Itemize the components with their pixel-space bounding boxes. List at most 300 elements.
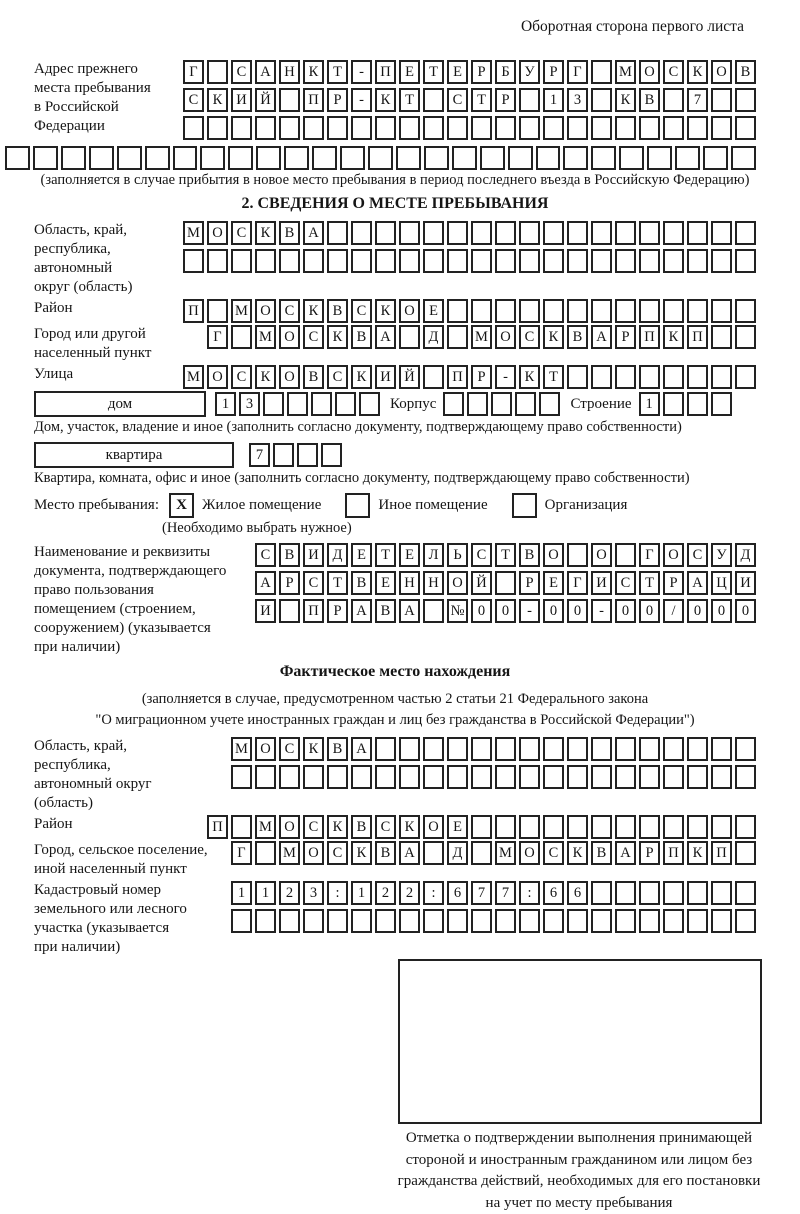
char-cell[interactable] (423, 841, 444, 865)
char-cell[interactable]: Т (639, 571, 660, 595)
char-cell[interactable] (495, 571, 516, 595)
char-cell[interactable] (312, 146, 337, 170)
char-cell[interactable]: Р (543, 60, 564, 84)
char-cell[interactable] (359, 392, 380, 416)
char-cell[interactable] (567, 815, 588, 839)
char-cell[interactable] (663, 909, 684, 933)
char-cell[interactable] (207, 60, 228, 84)
char-cell[interactable]: Й (255, 88, 276, 112)
char-cell[interactable] (327, 116, 348, 140)
char-cell[interactable] (543, 221, 564, 245)
char-cell[interactable] (639, 365, 660, 389)
char-cell[interactable] (687, 221, 708, 245)
char-cell[interactable]: 1 (543, 88, 564, 112)
char-cell[interactable] (279, 249, 300, 273)
char-cell[interactable] (61, 146, 86, 170)
char-cell[interactable] (443, 392, 464, 416)
char-cell[interactable]: Р (519, 571, 540, 595)
char-cell[interactable] (711, 815, 732, 839)
char-cell[interactable] (495, 221, 516, 245)
char-cell[interactable]: М (231, 737, 252, 761)
char-cell[interactable] (471, 841, 492, 865)
char-cell[interactable] (663, 88, 684, 112)
char-cell[interactable] (687, 299, 708, 323)
char-cell[interactable]: М (471, 325, 492, 349)
char-cell[interactable] (711, 881, 732, 905)
char-cell[interactable] (423, 765, 444, 789)
char-cell[interactable]: К (567, 841, 588, 865)
char-cell[interactable] (663, 249, 684, 273)
char-cell[interactable]: А (255, 60, 276, 84)
char-cell[interactable]: С (327, 365, 348, 389)
char-cell[interactable]: 1 (215, 392, 236, 416)
char-cell[interactable]: О (663, 543, 684, 567)
char-cell[interactable] (396, 146, 421, 170)
char-cell[interactable] (735, 325, 756, 349)
char-cell[interactable]: 1 (639, 392, 660, 416)
stamp-area[interactable] (398, 959, 762, 1124)
char-cell[interactable]: Е (375, 571, 396, 595)
char-cell[interactable] (543, 765, 564, 789)
char-cell[interactable]: О (495, 325, 516, 349)
char-cell[interactable] (263, 392, 284, 416)
char-cell[interactable] (639, 909, 660, 933)
char-cell[interactable]: Е (543, 571, 564, 595)
char-cell[interactable] (639, 765, 660, 789)
char-cell[interactable]: С (327, 841, 348, 865)
char-cell[interactable]: В (351, 571, 372, 595)
char-cell[interactable] (351, 116, 372, 140)
char-cell[interactable] (399, 325, 420, 349)
char-cell[interactable]: А (351, 737, 372, 761)
char-cell[interactable] (327, 909, 348, 933)
char-cell[interactable]: О (591, 543, 612, 567)
char-cell[interactable]: П (639, 325, 660, 349)
char-cell[interactable] (687, 765, 708, 789)
char-cell[interactable]: О (207, 221, 228, 245)
char-cell[interactable] (480, 146, 505, 170)
char-cell[interactable]: И (375, 365, 396, 389)
char-cell[interactable]: Г (231, 841, 252, 865)
char-cell[interactable]: П (183, 299, 204, 323)
char-cell[interactable]: 0 (639, 599, 660, 623)
char-cell[interactable]: 3 (239, 392, 260, 416)
char-cell[interactable]: 6 (543, 881, 564, 905)
char-cell[interactable] (399, 737, 420, 761)
char-cell[interactable] (495, 299, 516, 323)
char-cell[interactable]: А (255, 571, 276, 595)
char-cell[interactable] (543, 737, 564, 761)
char-cell[interactable] (5, 146, 30, 170)
char-cell[interactable]: О (279, 365, 300, 389)
char-cell[interactable]: О (279, 815, 300, 839)
char-cell[interactable]: Г (567, 60, 588, 84)
char-cell[interactable]: Т (327, 60, 348, 84)
char-cell[interactable] (207, 299, 228, 323)
char-cell[interactable] (519, 737, 540, 761)
char-cell[interactable]: В (303, 365, 324, 389)
char-cell[interactable]: К (327, 815, 348, 839)
char-cell[interactable] (675, 146, 700, 170)
char-cell[interactable] (447, 765, 468, 789)
char-cell[interactable]: М (279, 841, 300, 865)
char-cell[interactable] (711, 392, 732, 416)
char-cell[interactable] (703, 146, 728, 170)
char-cell[interactable] (231, 249, 252, 273)
char-cell[interactable]: Т (495, 543, 516, 567)
char-cell[interactable]: О (519, 841, 540, 865)
char-cell[interactable]: 6 (447, 881, 468, 905)
char-cell[interactable] (256, 146, 281, 170)
char-cell[interactable] (615, 881, 636, 905)
char-cell[interactable]: В (327, 737, 348, 761)
char-cell[interactable]: 1 (255, 881, 276, 905)
char-cell[interactable]: - (351, 60, 372, 84)
char-cell[interactable] (687, 116, 708, 140)
char-cell[interactable] (423, 365, 444, 389)
char-cell[interactable]: П (375, 60, 396, 84)
char-cell[interactable]: Д (423, 325, 444, 349)
char-cell[interactable] (515, 392, 536, 416)
char-cell[interactable] (231, 815, 252, 839)
char-cell[interactable]: - (519, 599, 540, 623)
char-cell[interactable]: О (255, 299, 276, 323)
char-cell[interactable]: К (375, 299, 396, 323)
char-cell[interactable]: Т (423, 60, 444, 84)
char-cell[interactable]: И (591, 571, 612, 595)
char-cell[interactable]: Д (447, 841, 468, 865)
char-cell[interactable]: А (351, 599, 372, 623)
char-cell[interactable]: Е (399, 543, 420, 567)
char-cell[interactable] (471, 765, 492, 789)
char-cell[interactable]: К (351, 841, 372, 865)
char-cell[interactable]: В (591, 841, 612, 865)
char-cell[interactable]: П (303, 599, 324, 623)
char-cell[interactable]: Т (327, 571, 348, 595)
char-cell[interactable] (279, 88, 300, 112)
char-cell[interactable] (447, 221, 468, 245)
char-cell[interactable] (228, 146, 253, 170)
char-cell[interactable] (615, 737, 636, 761)
char-cell[interactable] (255, 841, 276, 865)
char-cell[interactable]: 3 (303, 881, 324, 905)
char-cell[interactable]: С (447, 88, 468, 112)
char-cell[interactable]: П (303, 88, 324, 112)
char-cell[interactable] (231, 765, 252, 789)
char-cell[interactable] (327, 249, 348, 273)
char-cell[interactable]: : (423, 881, 444, 905)
char-cell[interactable] (735, 88, 756, 112)
char-cell[interactable]: Р (615, 325, 636, 349)
char-cell[interactable] (591, 765, 612, 789)
char-cell[interactable]: Р (495, 88, 516, 112)
char-cell[interactable]: С (615, 571, 636, 595)
char-cell[interactable]: О (543, 543, 564, 567)
char-cell[interactable] (687, 392, 708, 416)
char-cell[interactable] (33, 146, 58, 170)
char-cell[interactable]: 0 (543, 599, 564, 623)
char-cell[interactable] (423, 116, 444, 140)
char-cell[interactable] (591, 249, 612, 273)
char-cell[interactable] (351, 909, 372, 933)
char-cell[interactable]: О (207, 365, 228, 389)
char-cell[interactable] (687, 815, 708, 839)
char-cell[interactable] (567, 116, 588, 140)
char-cell[interactable] (543, 249, 564, 273)
char-cell[interactable] (711, 365, 732, 389)
char-cell[interactable] (447, 116, 468, 140)
char-cell[interactable] (491, 392, 512, 416)
char-cell[interactable] (200, 146, 225, 170)
char-cell[interactable] (615, 116, 636, 140)
char-cell[interactable] (519, 88, 540, 112)
char-cell[interactable] (375, 765, 396, 789)
char-cell[interactable]: - (495, 365, 516, 389)
char-cell[interactable] (351, 221, 372, 245)
char-cell[interactable] (375, 909, 396, 933)
char-cell[interactable] (711, 299, 732, 323)
char-cell[interactable]: - (591, 599, 612, 623)
char-cell[interactable]: С (303, 571, 324, 595)
char-cell[interactable] (711, 909, 732, 933)
char-cell[interactable] (423, 599, 444, 623)
char-cell[interactable] (647, 146, 672, 170)
char-cell[interactable]: У (519, 60, 540, 84)
char-cell[interactable]: 3 (567, 88, 588, 112)
char-cell[interactable] (447, 909, 468, 933)
char-cell[interactable] (399, 221, 420, 245)
char-cell[interactable]: С (303, 325, 324, 349)
char-cell[interactable]: К (543, 325, 564, 349)
char-cell[interactable] (231, 325, 252, 349)
char-cell[interactable]: К (663, 325, 684, 349)
char-cell[interactable] (508, 146, 533, 170)
char-cell[interactable] (711, 249, 732, 273)
char-cell[interactable] (735, 116, 756, 140)
char-cell[interactable] (591, 60, 612, 84)
char-cell[interactable] (399, 116, 420, 140)
char-cell[interactable]: К (375, 88, 396, 112)
char-cell[interactable] (735, 841, 756, 865)
char-cell[interactable] (543, 299, 564, 323)
char-cell[interactable] (731, 146, 756, 170)
char-cell[interactable] (591, 815, 612, 839)
char-cell[interactable] (279, 909, 300, 933)
char-cell[interactable]: / (663, 599, 684, 623)
char-cell[interactable] (567, 765, 588, 789)
char-cell[interactable] (687, 881, 708, 905)
char-cell[interactable] (495, 909, 516, 933)
char-cell[interactable]: М (255, 815, 276, 839)
char-cell[interactable]: К (207, 88, 228, 112)
char-cell[interactable] (471, 909, 492, 933)
char-cell[interactable]: Д (735, 543, 756, 567)
char-cell[interactable] (591, 881, 612, 905)
char-cell[interactable] (615, 909, 636, 933)
char-cell[interactable] (639, 737, 660, 761)
char-cell[interactable] (663, 299, 684, 323)
char-cell[interactable] (351, 249, 372, 273)
char-cell[interactable] (447, 325, 468, 349)
char-cell[interactable]: С (687, 543, 708, 567)
char-cell[interactable] (615, 765, 636, 789)
char-cell[interactable]: М (183, 365, 204, 389)
char-cell[interactable]: 6 (567, 881, 588, 905)
char-cell[interactable]: У (711, 543, 732, 567)
char-cell[interactable]: Т (471, 88, 492, 112)
char-cell[interactable]: 0 (711, 599, 732, 623)
stay-type-checkbox-other[interactable] (345, 493, 370, 518)
char-cell[interactable]: Л (423, 543, 444, 567)
char-cell[interactable] (567, 737, 588, 761)
char-cell[interactable]: Й (399, 365, 420, 389)
char-cell[interactable] (591, 909, 612, 933)
char-cell[interactable]: 2 (279, 881, 300, 905)
char-cell[interactable] (423, 221, 444, 245)
char-cell[interactable]: С (255, 543, 276, 567)
char-cell[interactable] (327, 221, 348, 245)
char-cell[interactable] (615, 299, 636, 323)
char-cell[interactable] (687, 909, 708, 933)
char-cell[interactable] (567, 543, 588, 567)
char-cell[interactable] (735, 881, 756, 905)
char-cell[interactable]: Й (471, 571, 492, 595)
char-cell[interactable] (297, 443, 318, 467)
char-cell[interactable] (615, 249, 636, 273)
char-cell[interactable]: - (351, 88, 372, 112)
char-cell[interactable] (447, 737, 468, 761)
char-cell[interactable] (663, 881, 684, 905)
char-cell[interactable] (639, 249, 660, 273)
char-cell[interactable] (543, 116, 564, 140)
char-cell[interactable] (539, 392, 560, 416)
char-cell[interactable]: Н (423, 571, 444, 595)
char-cell[interactable]: К (351, 365, 372, 389)
char-cell[interactable]: О (399, 299, 420, 323)
char-cell[interactable]: К (615, 88, 636, 112)
char-cell[interactable] (591, 737, 612, 761)
char-cell[interactable] (567, 909, 588, 933)
char-cell[interactable] (663, 116, 684, 140)
char-cell[interactable] (424, 146, 449, 170)
char-cell[interactable] (423, 88, 444, 112)
char-cell[interactable] (663, 221, 684, 245)
char-cell[interactable] (279, 116, 300, 140)
char-cell[interactable] (375, 249, 396, 273)
char-cell[interactable] (117, 146, 142, 170)
char-cell[interactable] (735, 299, 756, 323)
char-cell[interactable]: 0 (687, 599, 708, 623)
char-cell[interactable]: С (663, 60, 684, 84)
char-cell[interactable] (467, 392, 488, 416)
char-cell[interactable]: Ц (711, 571, 732, 595)
char-cell[interactable]: Г (639, 543, 660, 567)
char-cell[interactable] (495, 249, 516, 273)
char-cell[interactable] (495, 815, 516, 839)
char-cell[interactable] (735, 765, 756, 789)
char-cell[interactable] (615, 815, 636, 839)
char-cell[interactable] (543, 909, 564, 933)
char-cell[interactable] (591, 146, 616, 170)
char-cell[interactable] (711, 325, 732, 349)
char-cell[interactable]: № (447, 599, 468, 623)
char-cell[interactable]: П (447, 365, 468, 389)
char-cell[interactable] (711, 116, 732, 140)
char-cell[interactable] (447, 249, 468, 273)
char-cell[interactable]: 2 (399, 881, 420, 905)
char-cell[interactable]: В (375, 841, 396, 865)
char-cell[interactable]: Б (495, 60, 516, 84)
char-cell[interactable]: С (471, 543, 492, 567)
char-cell[interactable] (639, 221, 660, 245)
char-cell[interactable]: Р (639, 841, 660, 865)
char-cell[interactable] (311, 392, 332, 416)
char-cell[interactable]: С (351, 299, 372, 323)
char-cell[interactable] (639, 815, 660, 839)
char-cell[interactable] (711, 765, 732, 789)
char-cell[interactable] (615, 365, 636, 389)
char-cell[interactable]: В (375, 599, 396, 623)
char-cell[interactable]: П (687, 325, 708, 349)
char-cell[interactable] (255, 909, 276, 933)
char-cell[interactable] (615, 543, 636, 567)
char-cell[interactable]: С (303, 815, 324, 839)
char-cell[interactable]: 7 (249, 443, 270, 467)
char-cell[interactable]: 1 (231, 881, 252, 905)
char-cell[interactable]: Ь (447, 543, 468, 567)
char-cell[interactable]: Т (375, 543, 396, 567)
char-cell[interactable] (536, 146, 561, 170)
char-cell[interactable]: : (327, 881, 348, 905)
char-cell[interactable] (619, 146, 644, 170)
char-cell[interactable] (471, 221, 492, 245)
char-cell[interactable] (663, 392, 684, 416)
char-cell[interactable] (423, 249, 444, 273)
char-cell[interactable]: В (351, 815, 372, 839)
char-cell[interactable]: В (639, 88, 660, 112)
char-cell[interactable]: К (303, 737, 324, 761)
char-cell[interactable] (567, 299, 588, 323)
char-cell[interactable]: С (279, 299, 300, 323)
char-cell[interactable]: : (519, 881, 540, 905)
char-cell[interactable]: И (255, 599, 276, 623)
char-cell[interactable]: Р (327, 88, 348, 112)
char-cell[interactable] (279, 599, 300, 623)
char-cell[interactable]: 0 (567, 599, 588, 623)
char-cell[interactable] (173, 146, 198, 170)
char-cell[interactable]: С (279, 737, 300, 761)
char-cell[interactable] (711, 221, 732, 245)
char-cell[interactable]: К (327, 325, 348, 349)
char-cell[interactable]: Р (663, 571, 684, 595)
char-cell[interactable] (519, 815, 540, 839)
char-cell[interactable]: Т (543, 365, 564, 389)
char-cell[interactable] (340, 146, 365, 170)
char-cell[interactable]: К (687, 60, 708, 84)
char-cell[interactable]: И (303, 543, 324, 567)
char-cell[interactable] (255, 116, 276, 140)
char-cell[interactable] (423, 737, 444, 761)
char-cell[interactable]: А (399, 841, 420, 865)
char-cell[interactable] (351, 765, 372, 789)
char-cell[interactable] (399, 765, 420, 789)
char-cell[interactable]: А (615, 841, 636, 865)
char-cell[interactable] (735, 737, 756, 761)
char-cell[interactable] (663, 765, 684, 789)
char-cell[interactable] (495, 116, 516, 140)
char-cell[interactable] (471, 299, 492, 323)
char-cell[interactable] (375, 116, 396, 140)
